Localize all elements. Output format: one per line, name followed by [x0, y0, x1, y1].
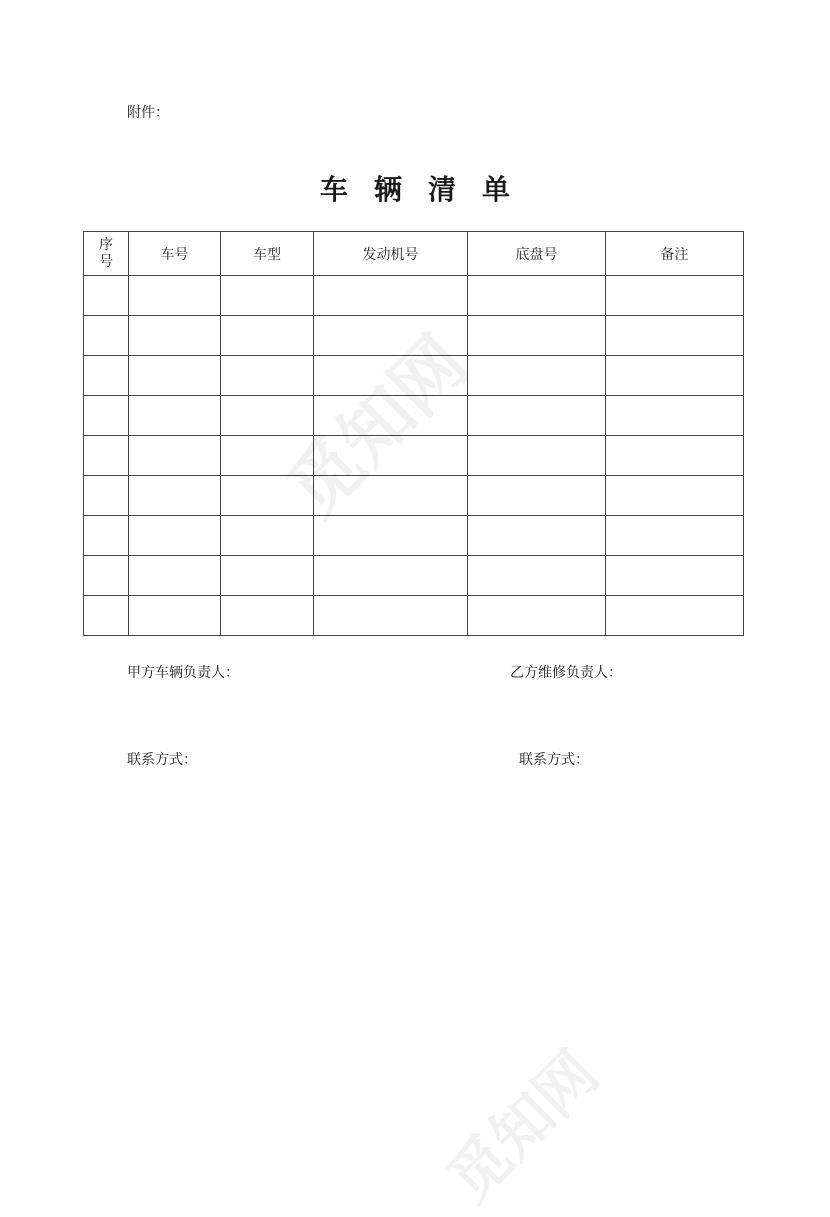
- cell-remark[interactable]: [606, 476, 744, 516]
- cell-model[interactable]: [221, 596, 314, 636]
- table-row: [84, 356, 744, 396]
- cell-chassis[interactable]: [468, 356, 606, 396]
- table-row: [84, 516, 744, 556]
- cell-plate[interactable]: [129, 516, 221, 556]
- cell-model[interactable]: [221, 356, 314, 396]
- cell-engine[interactable]: [314, 316, 468, 356]
- cell-chassis[interactable]: [468, 516, 606, 556]
- header-seq-label: 序号: [99, 236, 113, 270]
- party-b-contact-label: 联系方式：: [519, 752, 589, 768]
- cell-plate[interactable]: [129, 356, 221, 396]
- cell-seq[interactable]: [84, 356, 129, 396]
- party-a-contact-label: 联系方式：: [127, 752, 197, 768]
- cell-plate[interactable]: [129, 436, 221, 476]
- cell-remark[interactable]: [606, 356, 744, 396]
- header-remark: 备注: [606, 232, 744, 276]
- cell-model[interactable]: [221, 396, 314, 436]
- watermark: 觅知网: [271, 320, 484, 533]
- cell-remark[interactable]: [606, 316, 744, 356]
- table-row: [84, 556, 744, 596]
- vehicle-list-table: [83, 231, 744, 636]
- cell-chassis[interactable]: [468, 316, 606, 356]
- cell-remark[interactable]: [606, 276, 744, 316]
- table-header-row: [84, 232, 744, 276]
- table-row: [84, 436, 744, 476]
- cell-chassis[interactable]: [468, 396, 606, 436]
- cell-engine[interactable]: [314, 396, 468, 436]
- cell-engine[interactable]: [314, 476, 468, 516]
- cell-engine[interactable]: [314, 596, 468, 636]
- cell-remark[interactable]: [606, 516, 744, 556]
- cell-chassis[interactable]: [468, 556, 606, 596]
- cell-model[interactable]: [221, 316, 314, 356]
- party-a-responsible-label: 甲方车辆负责人：: [127, 665, 239, 681]
- cell-model[interactable]: [221, 276, 314, 316]
- cell-seq[interactable]: [84, 316, 129, 356]
- cell-chassis[interactable]: [468, 276, 606, 316]
- header-engine: 发动机号: [314, 232, 468, 276]
- table-row: [84, 276, 744, 316]
- cell-seq[interactable]: [84, 436, 129, 476]
- cell-engine[interactable]: [314, 356, 468, 396]
- cell-seq[interactable]: [84, 276, 129, 316]
- header-chassis: 底盘号: [468, 232, 606, 276]
- header-plate: 车号: [129, 232, 221, 276]
- attachment-label: 附件：: [127, 105, 169, 121]
- header-seq: [84, 232, 129, 276]
- cell-plate[interactable]: [129, 276, 221, 316]
- cell-remark[interactable]: [606, 436, 744, 476]
- watermark-bottom: 觅知网: [435, 1038, 612, 1215]
- cell-plate[interactable]: [129, 476, 221, 516]
- cell-plate[interactable]: [129, 556, 221, 596]
- cell-model[interactable]: [221, 436, 314, 476]
- table-row: [84, 596, 744, 636]
- cell-engine[interactable]: [314, 556, 468, 596]
- cell-seq[interactable]: [84, 596, 129, 636]
- cell-seq[interactable]: [84, 516, 129, 556]
- party-b-responsible-label: 乙方维修负责人：: [510, 665, 622, 681]
- cell-model[interactable]: [221, 516, 314, 556]
- page-title: 车辆清单: [319, 173, 536, 206]
- table-row: [84, 396, 744, 436]
- cell-chassis[interactable]: [468, 476, 606, 516]
- cell-seq[interactable]: [84, 476, 129, 516]
- cell-chassis[interactable]: [468, 596, 606, 636]
- cell-engine[interactable]: [314, 516, 468, 556]
- cell-plate[interactable]: [129, 396, 221, 436]
- cell-remark[interactable]: [606, 556, 744, 596]
- cell-seq[interactable]: [84, 396, 129, 436]
- cell-model[interactable]: [221, 476, 314, 516]
- cell-remark[interactable]: [606, 396, 744, 436]
- table-row: [84, 476, 744, 516]
- cell-plate[interactable]: [129, 316, 221, 356]
- cell-remark[interactable]: [606, 596, 744, 636]
- header-model: 车型: [221, 232, 314, 276]
- table-row: [84, 316, 744, 356]
- cell-plate[interactable]: [129, 596, 221, 636]
- cell-chassis[interactable]: [468, 436, 606, 476]
- cell-engine[interactable]: [314, 436, 468, 476]
- cell-model[interactable]: [221, 556, 314, 596]
- cell-seq[interactable]: [84, 556, 129, 596]
- cell-engine[interactable]: [314, 276, 468, 316]
